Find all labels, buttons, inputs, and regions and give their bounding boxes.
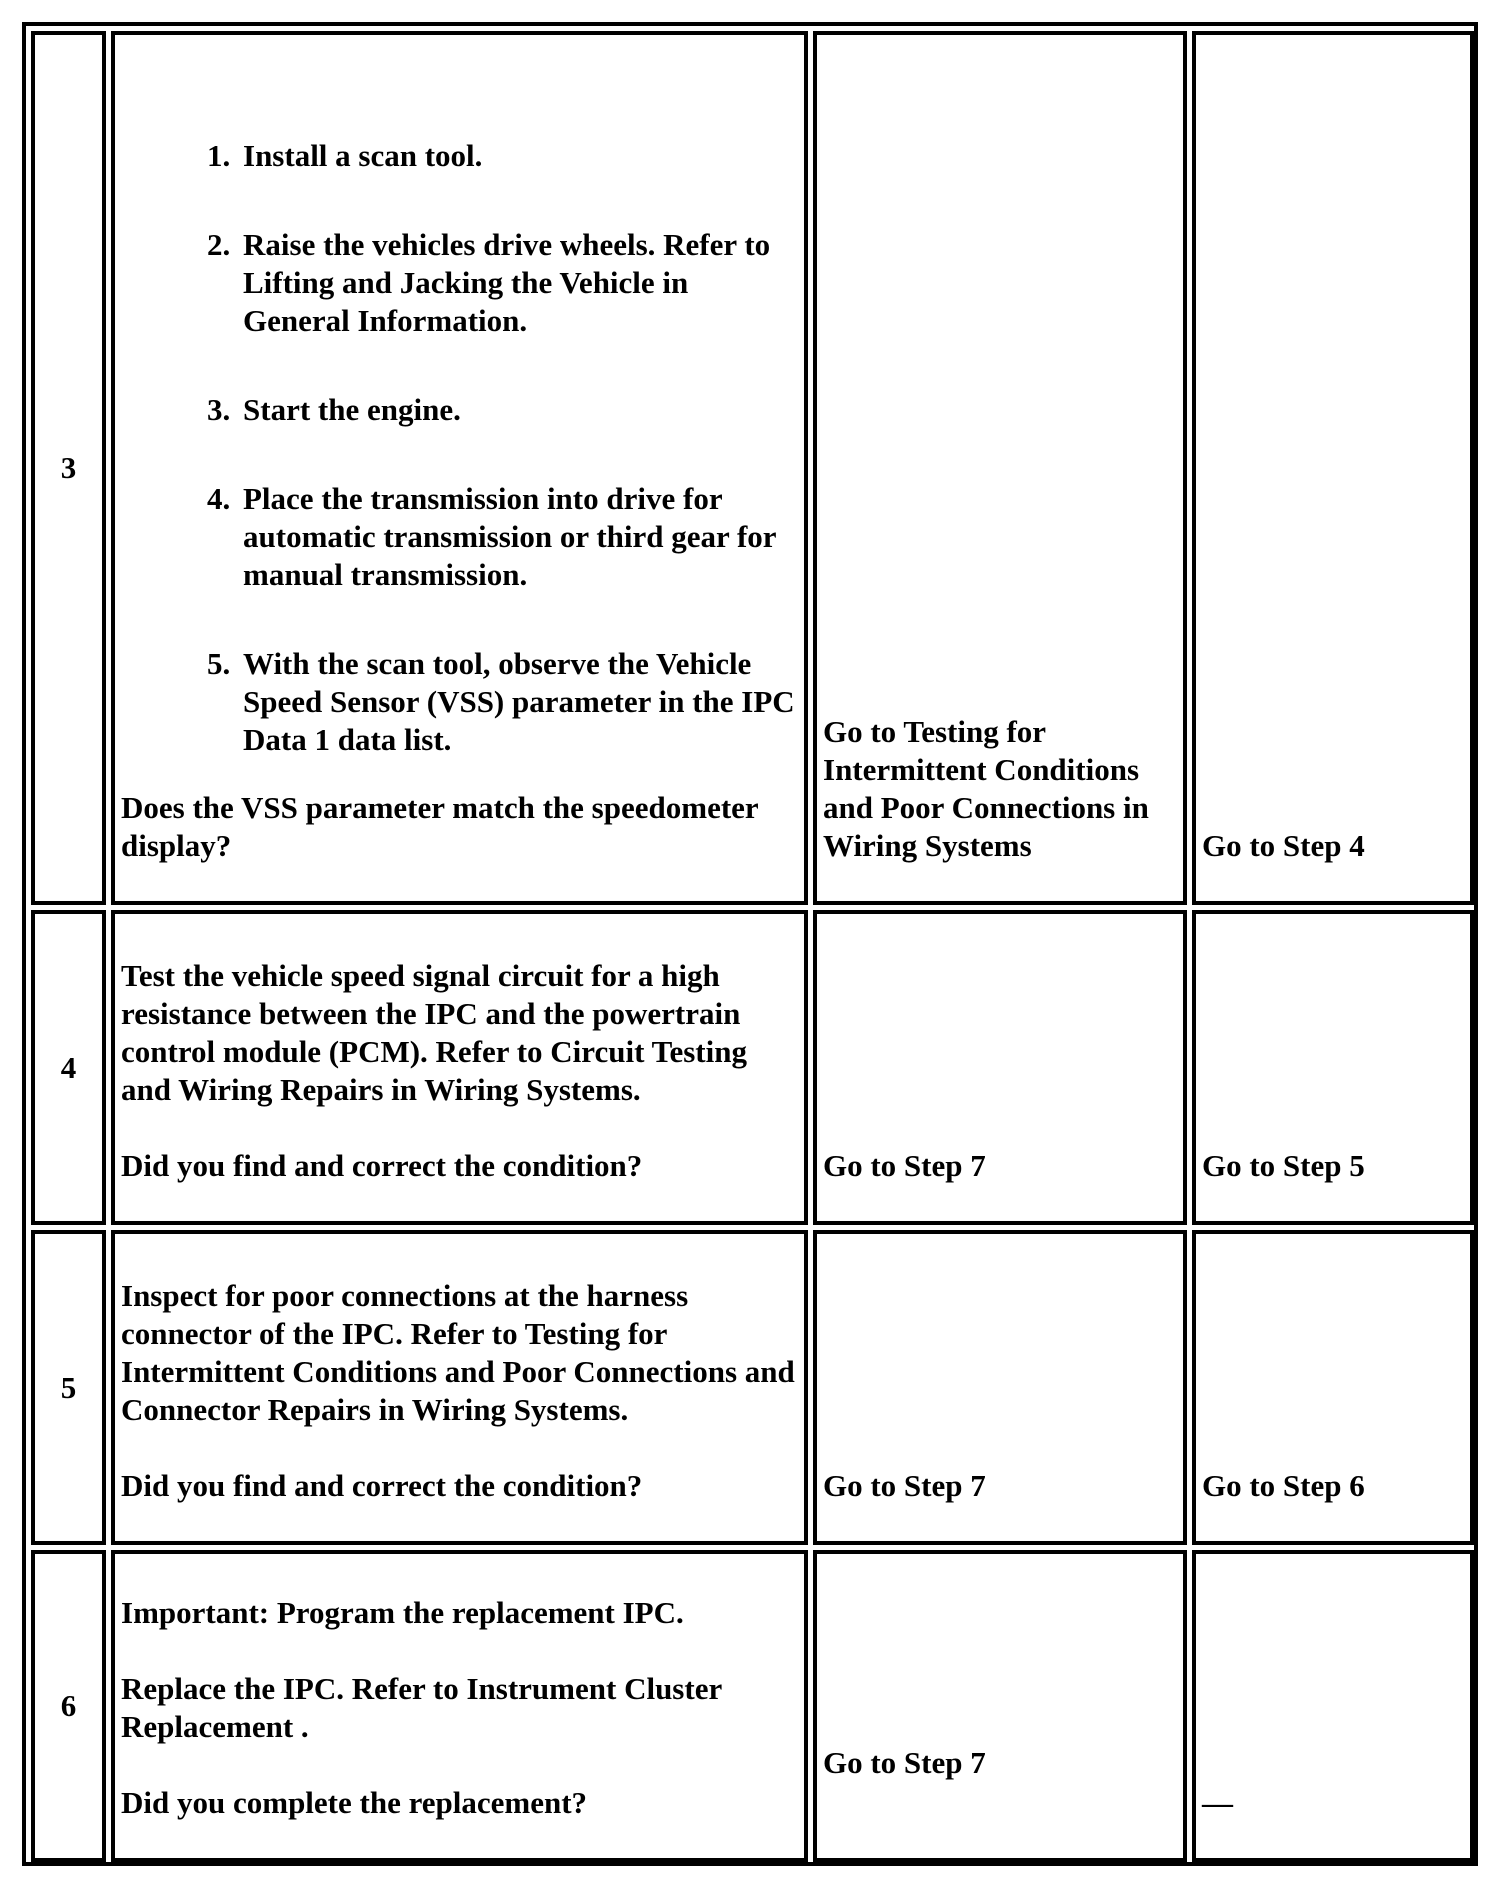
substep-text: Start the engine.: [243, 392, 461, 427]
step-number-cell: [31, 1230, 106, 1545]
question-text: Did you find and correct the condition?: [121, 1148, 643, 1183]
table-row-step-6: [31, 1550, 1474, 1862]
no-result-text: —: [1202, 1785, 1233, 1820]
instruction-text: Inspect for poor connections at the harness connector of the IPC. Refer to Testing for Intermittent Conditions and Poor Connections and Connector Repairs in Wiring Systems.: [121, 1278, 795, 1427]
substep-item: [207, 137, 798, 175]
no-result-text: Go to Step 5: [1202, 1148, 1365, 1183]
question-text: Does the VSS parameter match the speedometer display?: [121, 790, 759, 863]
no-result-cell: [1192, 31, 1474, 905]
instruction-text: Test the vehicle speed signal circuit for a high resistance between the IPC and the powertrain control module (PCM). Refer to Circuit Testing and Wiring Repairs in Wiring Systems.: [121, 958, 747, 1107]
substep-text: Install a scan tool.: [243, 138, 483, 173]
substep-number: 5.: [207, 646, 231, 681]
step-number: 4: [60, 1049, 77, 1085]
substep-number: 1.: [207, 138, 231, 173]
yes-result-cell: [813, 31, 1187, 905]
yes-result-cell: [813, 910, 1187, 1225]
action-cell: [111, 1550, 808, 1862]
step-number-cell: [31, 910, 106, 1225]
no-result-text: Go to Step 6: [1202, 1468, 1365, 1503]
yes-result-text: Go to Step 7: [823, 1148, 986, 1183]
substep-number: 3.: [207, 392, 231, 427]
table-row-step-5: [31, 1230, 1474, 1545]
step-number-cell: [31, 31, 106, 905]
yes-result-text: Go to Step 7: [823, 1468, 986, 1503]
action-cell: [111, 1230, 808, 1545]
yes-result-cell: [813, 1230, 1187, 1545]
yes-result-text: Go to Step 7: [823, 1745, 986, 1780]
substep-item: [207, 645, 798, 759]
substep-item: [207, 226, 798, 340]
important-note-text: Important: Program the replacement IPC.: [121, 1595, 684, 1630]
substep-number: 2.: [207, 227, 231, 262]
yes-result-cell: [813, 1550, 1187, 1862]
step-number: 6: [60, 1688, 77, 1723]
no-result-cell: [1192, 1550, 1474, 1862]
action-cell: [111, 31, 808, 905]
substep-text: Place the transmission into drive for automatic transmission or third gear for manual transmission.: [243, 481, 776, 592]
yes-result-text: Go to Testing for Intermittent Conditions and Poor Connections in Wiring Systems: [823, 714, 1149, 863]
substep-item: [207, 391, 798, 429]
action-cell: [111, 910, 808, 1225]
step-number: 3: [60, 450, 77, 485]
substep-text: Raise the vehicles drive wheels. Refer to Lifting and Jacking the Vehicle in General Information.: [243, 227, 771, 338]
substep-number: 4.: [207, 481, 231, 516]
table-row-step-3: [31, 31, 1474, 905]
question-text: Did you complete the replacement?: [121, 1785, 588, 1820]
table-row-step-4: [31, 910, 1474, 1225]
no-result-cell: [1192, 1230, 1474, 1545]
step-number-cell: [31, 1550, 106, 1862]
question-text: Did you find and correct the condition?: [121, 1468, 643, 1503]
substep-list: [121, 137, 798, 759]
substep-item: [207, 480, 798, 594]
no-result-text: Go to Step 4: [1202, 828, 1365, 863]
instruction-text: Replace the IPC. Refer to Instrument Cluster Replacement .: [121, 1671, 722, 1744]
substep-text: With the scan tool, observe the Vehicle Speed Sensor (VSS) parameter in the IPC Data 1 data list.: [243, 646, 795, 757]
diagnostic-table: [26, 26, 1479, 1867]
step-number: 5: [60, 1369, 77, 1405]
no-result-cell: [1192, 910, 1474, 1225]
